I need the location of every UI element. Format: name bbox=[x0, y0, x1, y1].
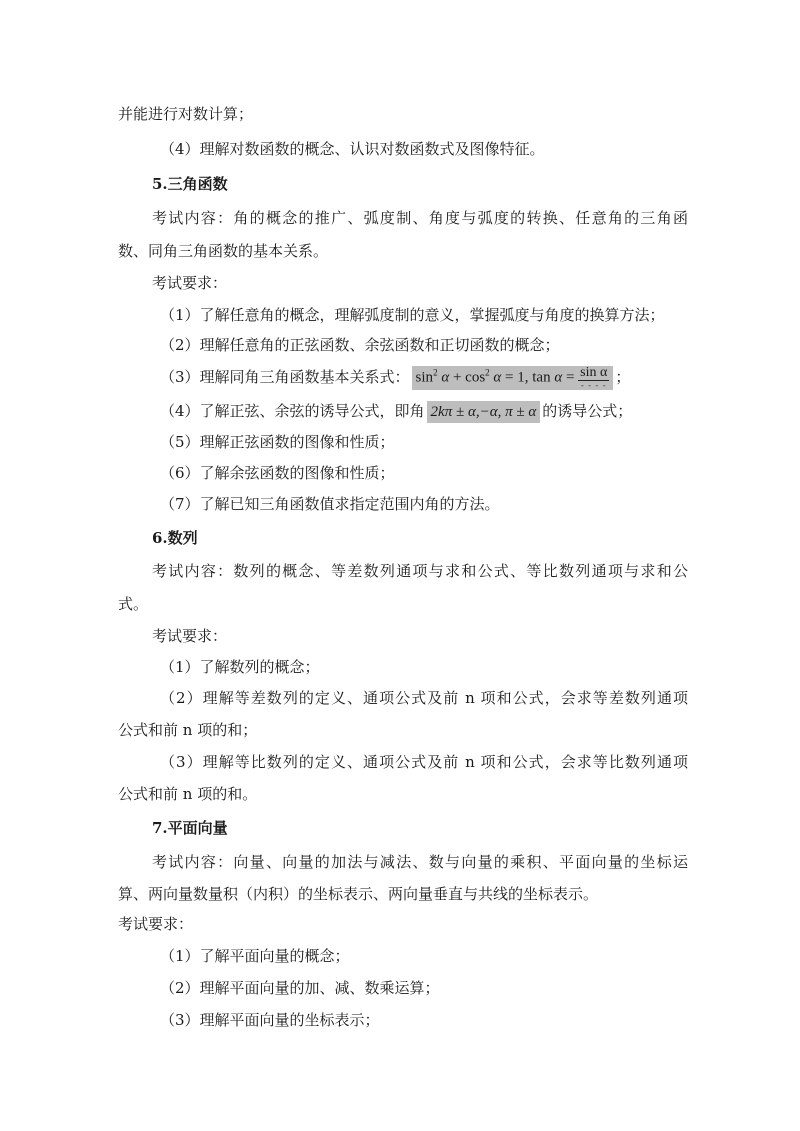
text-segment: 的诱导公式； bbox=[542, 402, 633, 420]
text-segment: （3）理解同角三角函数基本关系式： bbox=[160, 368, 410, 386]
text-line: （3）理解平面向量的坐标表示； bbox=[160, 1011, 380, 1029]
text-line-with-formula bbox=[160, 365, 800, 390]
text-line: （2）理解等差数列的定义、通项公式及前 n 项和公式，会求等差数列通项 bbox=[160, 689, 688, 707]
fraction: $\frac{\text{sin α}}{- - - -}$ bbox=[580, 365, 608, 390]
text-segment: ； bbox=[615, 368, 631, 386]
text-line-with-formula bbox=[160, 399, 800, 423]
section-heading-trig: 5.三角函数 bbox=[152, 175, 228, 193]
text-line: 算、两向量数量积（内积）的坐标表示、两向量垂直与共线的坐标表示。 bbox=[118, 885, 599, 903]
text-line: 考试要求： bbox=[118, 915, 194, 933]
text-line: （7）了解已知三角函数值求指定范围内角的方法。 bbox=[160, 495, 500, 513]
text-line: （1）了解数列的概念； bbox=[160, 658, 320, 676]
text-line: （5）理解正弦函数的图像和性质； bbox=[160, 433, 395, 451]
text-line: 公式和前 n 项的和； bbox=[118, 721, 258, 739]
text-line: （1）了解平面向量的概念； bbox=[160, 947, 350, 965]
text-line: （6）了解余弦函数的图像和性质； bbox=[160, 464, 395, 482]
text-line: （2）理解任意角的正弦函数、余弦函数和正切函数的概念； bbox=[160, 336, 560, 354]
text-line: 并能进行对数计算； bbox=[118, 105, 254, 123]
text-line: 考试要求： bbox=[152, 627, 228, 645]
trig-identity-formula: $\sin^2 \alpha + \cos^2 \alpha = 1$, tan α = $\frac{\text{sin α}}{- - - -}$ bbox=[412, 366, 614, 390]
section-heading-sequence: 6.数列 bbox=[152, 529, 198, 547]
text-line: 考试要求： bbox=[152, 274, 228, 292]
text-line: （1）了解任意角的概念，理解弧度制的意义，掌握弧度与角度的换算方法； bbox=[160, 306, 665, 324]
text-line: （2）理解平面向量的加、减、数乘运算； bbox=[160, 979, 440, 997]
section-heading-vector: 7.平面向量 bbox=[152, 819, 228, 837]
induction-angle-formula: 2kπ ± α,−α, π ± α bbox=[427, 401, 541, 423]
text-line: 式。 bbox=[118, 595, 149, 613]
text-line: 考试内容：数列的概念、等差数列通项与求和公式、等比数列通项与求和公 bbox=[152, 562, 688, 580]
text-line: （4）理解对数函数的概念、认识对数函数式及图像特征。 bbox=[160, 140, 545, 158]
text-segment: （4）了解正弦、余弦的诱导公式，即角 bbox=[160, 402, 425, 420]
text-line: 考试内容：向量、向量的加法与减法、数与向量的乘积、平面向量的坐标运 bbox=[152, 853, 688, 871]
text-line: 公式和前 n 项的和。 bbox=[118, 785, 258, 803]
text-line: 数、同角三角函数的基本关系。 bbox=[118, 242, 329, 260]
text-line: 考试内容：角的概念的推广、弧度制、角度与弧度的转换、任意角的三角函 bbox=[152, 209, 688, 227]
text-line: （3）理解等比数列的定义、通项公式及前 n 项和公式，会求等比数列通项 bbox=[160, 753, 688, 771]
